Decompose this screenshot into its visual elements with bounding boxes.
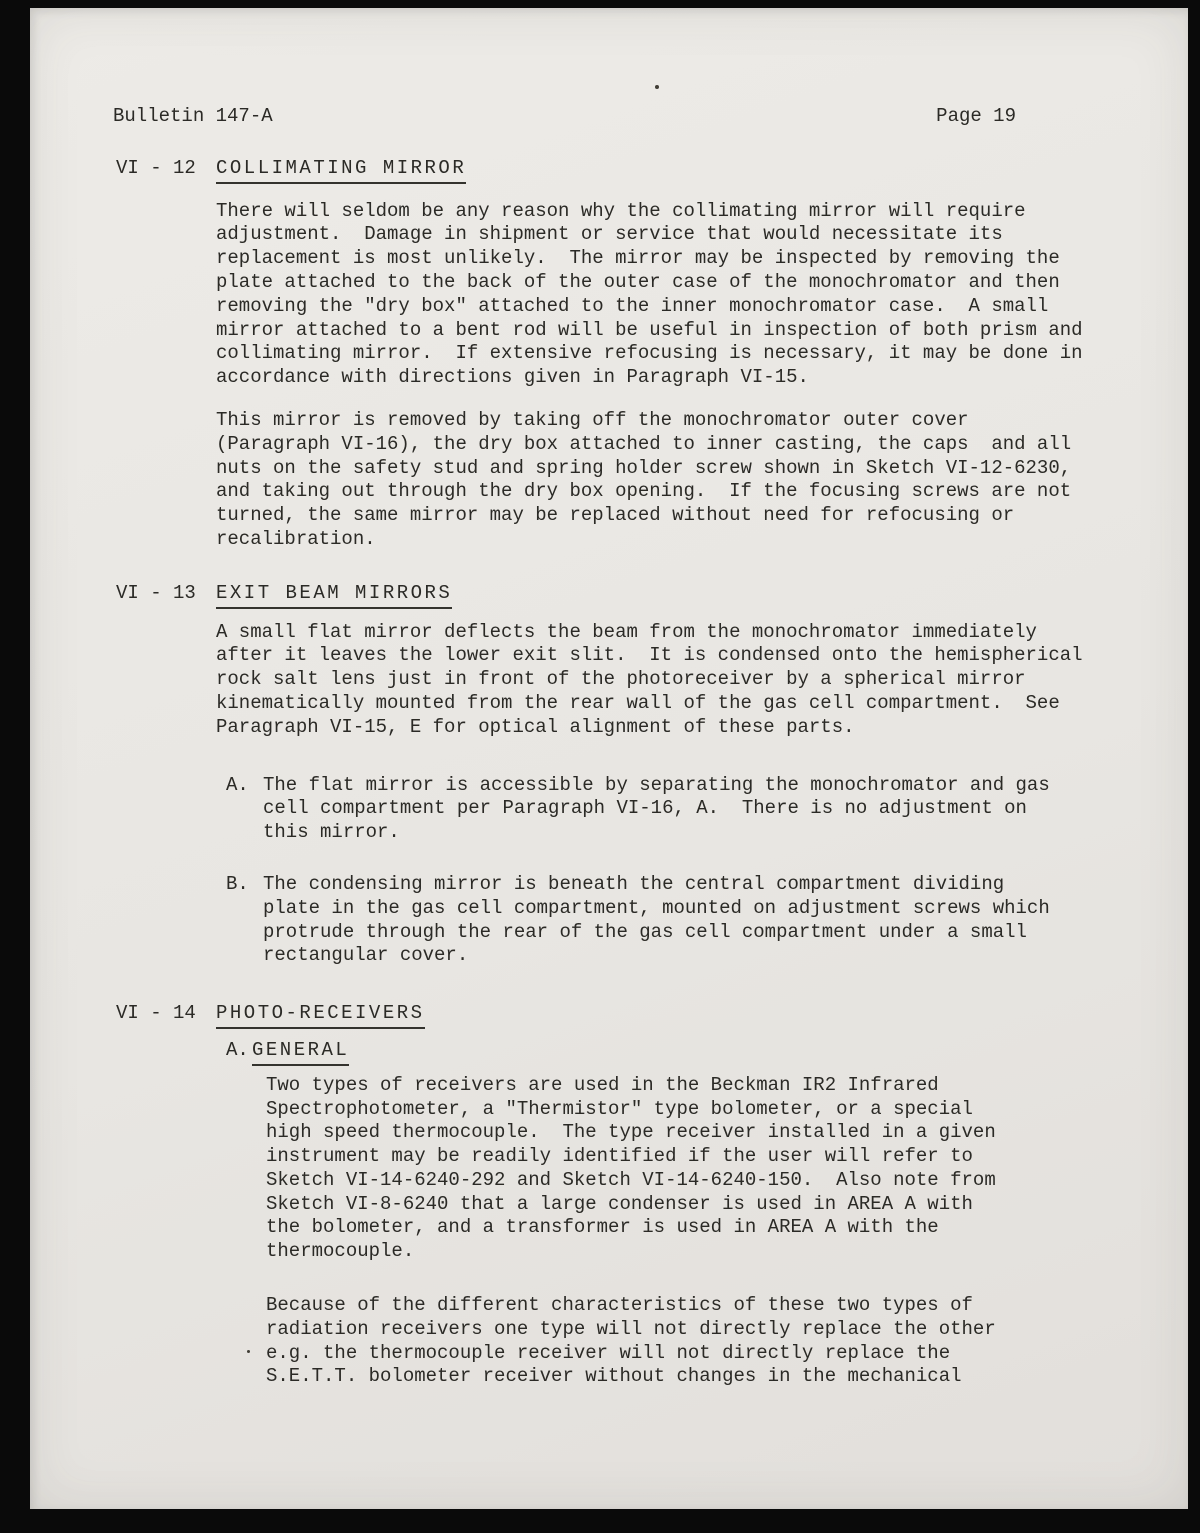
list-item <box>226 774 1188 845</box>
section-number: VI - 14 <box>116 1002 196 1025</box>
document-page <box>30 8 1188 1509</box>
section-title: PHOTO-RECEIVERS <box>216 1002 425 1029</box>
subsection-label: A. <box>226 1038 249 1061</box>
paragraph: There will seldom be any reason why the collimating mirror will require adjustment. Damage in shipment or service that would necessitate its replacement is most unlikely. The mirror may be inspected by removing the plate attached to the back of the outer case of the monochromator and then removing the "dry box" attached to the inner monochromator case. A small mirror attached to a bent rod will be useful in inspection of both prism and collimating mirror. If extensive refocusing is necessary, it may be done in accordance with directions given in Paragraph VI-15. <box>216 199 1094 389</box>
page-number: Page 19 <box>936 105 1016 127</box>
subsection-title: GENERAL <box>252 1039 349 1066</box>
paragraph: A small flat mirror deflects the beam from the monochromator immediately after it leaves the lower exit slit. It is condensed onto the hemispherical rock salt lens just in front of the photoreceiver by a spherical mirror kinematically mounted from the rear wall of the gas cell compartment. See Paragraph VI-15, E for optical alignment of these parts. <box>216 620 1094 738</box>
section-title: EXIT BEAM MIRRORS <box>216 582 452 609</box>
paragraph: Two types of receivers are used in the Beckman IR2 Infrared Spectrophotometer, a "Thermistor" type bolometer, or a special high speed thermocouple. The type receiver installed in a given instrument may be readily identified if the user will refer to Sketch VI-14-6240-292 and Sketch VI-14-6240-150. Also note from Sketch VI-8-6240 that a large condenser is used in AREA A with the bolometer, and a transformer is used in AREA A with the thermocouple. <box>266 1073 1008 1263</box>
list-item-text: The flat mirror is accessible by separating the monochromator and gas cell compartment per Paragraph VI-16, A. There is no adjustment on this mirror. <box>263 773 1062 844</box>
section-photo-receivers <box>30 1002 1188 1389</box>
section-exit-beam-mirrors <box>30 582 1188 968</box>
section-title: COLLIMATING MIRROR <box>216 157 466 184</box>
section-heading <box>116 1002 1188 1029</box>
section-number: VI - 12 <box>116 156 196 179</box>
bulletin-id: Bulletin 147-A <box>113 105 273 127</box>
list-item <box>226 873 1188 968</box>
section-heading <box>116 157 1188 184</box>
scan-artifact <box>247 1350 250 1353</box>
section-number: VI - 13 <box>116 581 196 604</box>
list-item-label: B. <box>226 872 249 895</box>
list-item-text: The condensing mirror is beneath the central compartment dividing plate in the gas cell compartment, mounted on adjustment screws which protrude through the rear of the gas cell compartment under a small rectangular cover. <box>263 872 1062 967</box>
subsection-heading <box>226 1039 1188 1066</box>
scan-artifact <box>655 85 659 89</box>
paragraph: Because of the different characteristics of these two types of radiation receivers one type will not directly replace the other e.g. the thermocouple receiver will not directly replace the S.E.T.T. bolometer receiver without changes in the mechanical <box>266 1294 1008 1388</box>
section-heading <box>116 582 1188 609</box>
paragraph: This mirror is removed by taking off the monochromator outer cover (Paragraph VI-16), the dry box attached to inner casting, the caps and all nuts on the safety stud and spring holder screw shown in Sketch VI-12-6230, and taking out through the dry box opening. If the focusing screws are not turned, the same mirror may be replaced without need for refocusing or recalibration. <box>216 408 1083 550</box>
section-collimating-mirror <box>30 157 1188 552</box>
list-item-label: A. <box>226 773 249 796</box>
page-header <box>113 105 1016 129</box>
